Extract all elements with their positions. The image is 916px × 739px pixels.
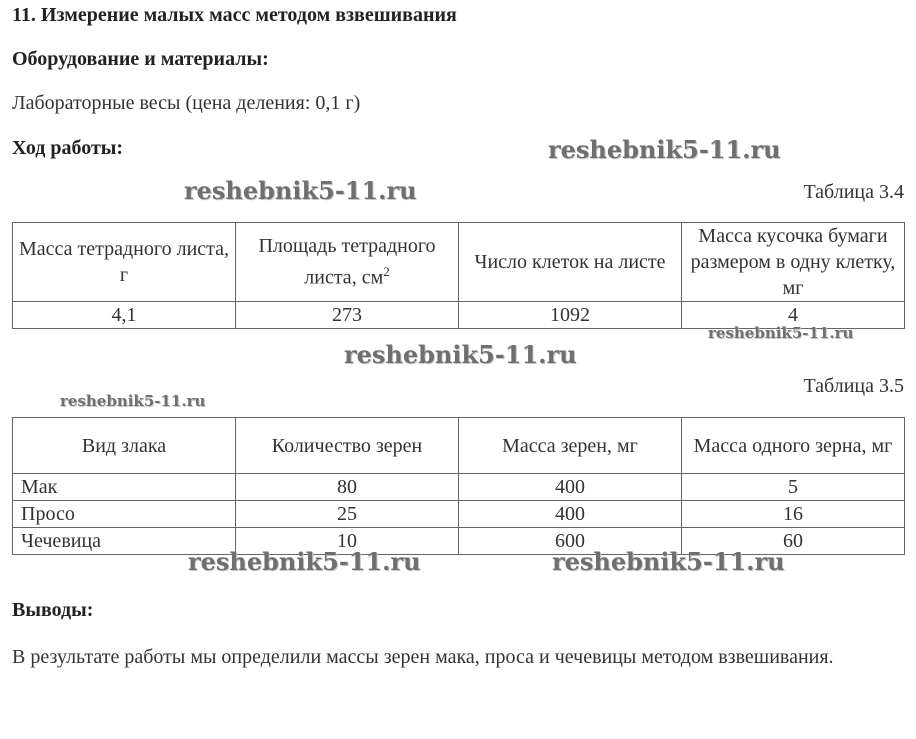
table-row xyxy=(13,474,905,501)
watermark: reshebnik5-11.ru xyxy=(344,340,577,369)
table-cell: 400 xyxy=(459,501,682,528)
table-header-cell: Масса одного зерна, мг xyxy=(682,418,905,474)
table-cell: 80 xyxy=(236,474,459,501)
table-header-cell xyxy=(236,223,459,302)
area-header-label: Площадь тетрадного листа, см xyxy=(258,235,436,289)
table-cell: 600 xyxy=(459,528,682,555)
equipment-text: Лабораторные весы (цена деления: 0,1 г) xyxy=(12,92,361,114)
conclusion-text: В результате работы мы определили массы зерен мака, проса и чечевицы методом взвешивания. xyxy=(12,646,834,668)
table-cell: 4,1 xyxy=(13,302,236,329)
table-cell: 4 xyxy=(682,302,905,329)
table-cell: 60 xyxy=(682,528,905,555)
watermark: reshebnik5-11.ru xyxy=(552,547,785,576)
watermark: reshebnik5-11.ru xyxy=(708,324,854,342)
page-title: 11. Измерение малых масс методом взвешивания xyxy=(12,4,457,26)
watermark: reshebnik5-11.ru xyxy=(188,547,421,576)
table-row xyxy=(13,501,905,528)
table-cell: 16 xyxy=(682,501,905,528)
table-cell: 400 xyxy=(459,474,682,501)
table1-caption: Таблица 3.4 xyxy=(803,181,904,203)
table-3-4 xyxy=(12,222,905,329)
table-cell: 273 xyxy=(236,302,459,329)
table-header-cell: Масса зерен, мг xyxy=(459,418,682,474)
conclusion-heading: Выводы: xyxy=(12,599,94,621)
equipment-heading: Оборудование и материалы: xyxy=(12,48,269,70)
table-header-row xyxy=(13,418,905,474)
table-header-row xyxy=(13,223,905,302)
table-cell: 5 xyxy=(682,474,905,501)
table-cell: 1092 xyxy=(459,302,682,329)
watermark: reshebnik5-11.ru xyxy=(60,392,206,410)
table-header-cell: Число клеток на листе xyxy=(459,223,682,302)
table-cell: Мак xyxy=(13,474,236,501)
table-header-cell: Вид злака xyxy=(13,418,236,474)
table-header-cell: Количество зерен xyxy=(236,418,459,474)
table-cell: 25 xyxy=(236,501,459,528)
table-header-cell: Масса кусочка бумаги размером в одну клетку, мг xyxy=(682,223,905,302)
table-cell: Просо xyxy=(13,501,236,528)
table-3-5 xyxy=(12,417,905,555)
table-cell: Чечевица xyxy=(13,528,236,555)
watermark: reshebnik5-11.ru xyxy=(548,135,781,164)
table-cell: 10 xyxy=(236,528,459,555)
table-header-cell: Масса тетрадного листа, г xyxy=(13,223,236,302)
watermark: reshebnik5-11.ru xyxy=(184,176,417,205)
area-unit-superscript: 2 xyxy=(383,264,390,280)
work-heading: Ход работы: xyxy=(12,137,124,159)
table2-caption: Таблица 3.5 xyxy=(803,375,904,397)
